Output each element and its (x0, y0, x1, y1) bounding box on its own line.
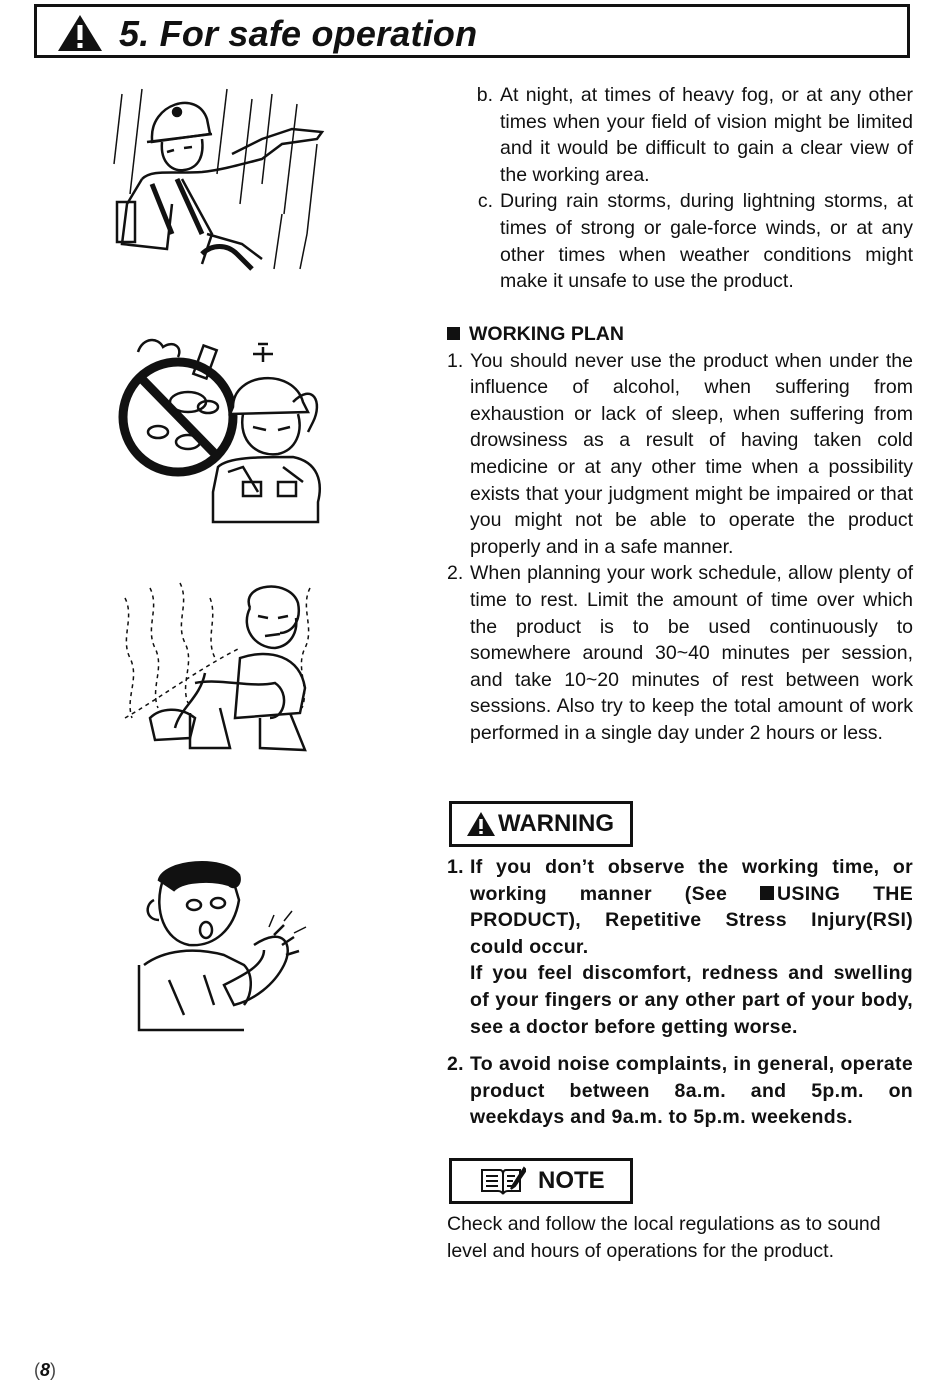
list-marker: b. (476, 84, 493, 106)
list-text: You should never use the product when under the influence of alcohol, when suffering from exhaustion or lack of sleep, when suffering from drowsiness as a result of having taken cold medicine or at any other time when a possibility exists that your judgment might be impaired or that you might not be able to operate the product properly and in a safe manner. (470, 349, 913, 558)
square-bullet-icon (760, 886, 774, 900)
no-alcohol-tired-worker-illustration (118, 332, 328, 524)
warning-ref: USING THE PRODUCT), Repetitive Stress Injury(RSI) could occur. (470, 882, 913, 958)
list-item (447, 348, 913, 561)
list-marker: 2. (447, 562, 464, 585)
note-text: Check and follow the local regulations as to sound level and hours of operations for the product. (447, 1213, 881, 1262)
warning-list (447, 854, 913, 1131)
list-text: When planning your work schedule, allow plenty of time to rest. Limit the amount of time over which the product is to be used continuously to somewhere around 30~40 minutes per session, and take 10~20 minutes of rest between work sessions. Also try to keep the total amount of work performed in a single day under 2 hours or less. (470, 562, 913, 744)
weather-visibility-list (447, 82, 913, 295)
list-marker: c. (477, 190, 493, 213)
list-item (447, 188, 913, 294)
list-text: During rain storms, during lightning storms, at times of strong or gale-force winds, or at any other times when weather conditions might make it unsafe to use the product. (500, 190, 913, 293)
page-title: 5. For safe operation (119, 13, 478, 54)
note-label: NOTE (538, 1167, 605, 1194)
list-text: To avoid noise complaints, in general, operate product between 8a.m. and 5p.m. on weekdays and 9a.m. to 5p.m. weekends. (470, 1053, 913, 1129)
list-text: At night, at times of heavy fog, or at any other times when your field of vision might be limited and it would be difficult to gain a clear view of the working area. (500, 84, 913, 186)
list-item (447, 1051, 913, 1131)
notebook-pencil-icon (480, 1166, 526, 1196)
section-heading (447, 321, 913, 348)
list-marker: 1. (447, 349, 464, 372)
list-text (470, 854, 913, 1040)
note-label-box (449, 1158, 633, 1204)
list-item (447, 854, 913, 1040)
warning-triangle-icon (57, 14, 103, 52)
page-header (34, 4, 910, 58)
section-heading-text: WORKING PLAN (469, 323, 624, 345)
worker-hand-discomfort-illustration (134, 855, 309, 1035)
list-item (447, 560, 913, 746)
warning-label: WARNING (498, 810, 614, 837)
warning-text-b: If you feel discomfort, redness and swelling of your fingers or any other part of your body, see a doctor before getting worse. (470, 962, 913, 1038)
worker-in-rain-illustration (112, 84, 327, 274)
square-bullet-icon (447, 327, 460, 340)
resting-hot-worker-illustration (120, 578, 320, 758)
list-marker: 2. (447, 1053, 464, 1076)
list-item (447, 82, 913, 188)
warning-label-box (449, 801, 633, 847)
warning-text-a: If you don’t observe the working time, or working manner (See (470, 856, 913, 905)
working-plan-section (447, 321, 913, 747)
warning-triangle-icon (466, 811, 496, 837)
page-number: (8) (34, 1360, 57, 1380)
list-marker: 1. (447, 856, 464, 878)
